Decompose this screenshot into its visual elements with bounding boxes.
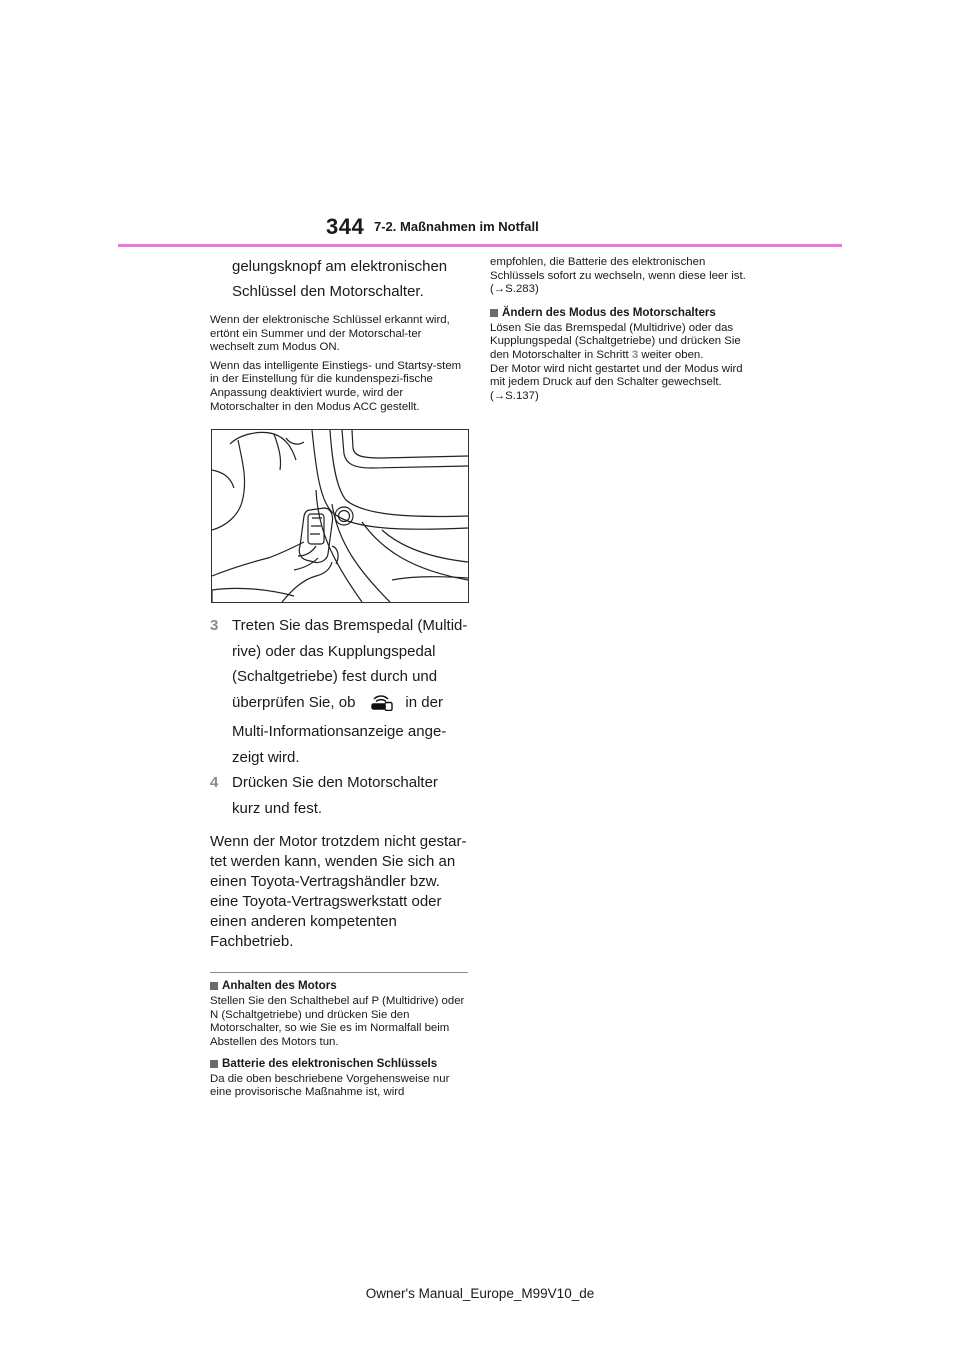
note-section-change-mode	[490, 306, 752, 404]
sub-heading-text: Anhalten des Motors	[222, 979, 337, 993]
footer-text: Owner's Manual_Europe_M99V10_de	[365, 1286, 595, 1301]
sub-heading	[210, 979, 468, 993]
sub-heading	[490, 306, 752, 320]
step-text	[232, 613, 468, 770]
step-text: Drücken Sie den Motorschalter kurz und fest.	[232, 774, 438, 817]
note-section-key-battery	[210, 1057, 468, 1100]
key-indicator-icon	[371, 693, 393, 720]
note-text: Stellen Sie den Schalthebel auf P (Multidrive) oder N (Schaltgetriebe) und drücken Sie den Motorschalter, so wie Sie es im Normalfall beim Abstellen des Motors tun.	[210, 995, 465, 1048]
step-4	[210, 770, 468, 821]
step-number: 3	[210, 617, 219, 635]
note-text	[490, 322, 752, 363]
note-text: Der Motor wird nicht gestartet und der Modus wird mit jedem Druck auf den Schalter gewechselt. (→S.137)	[490, 362, 743, 402]
note-text-part: Lösen Sie das Bremspedal (Multidrive) oder das Kupplungspedal (Schaltgetriebe) und drücken Sie den Motorschalter in Schritt	[490, 321, 741, 361]
sub-heading-text: Batterie des elektronischen Schlüssels	[222, 1056, 438, 1070]
square-bullet-icon	[210, 982, 218, 990]
lead-text: gelungsknopf am elektronischen Schlüssel den Motorschalter.	[232, 258, 448, 300]
left-column	[210, 254, 468, 1107]
sub-heading	[210, 1057, 468, 1071]
note-text: Da die oben beschriebene Vorgehensweise nur eine provisorische Maßnahme ist, wird	[210, 1072, 450, 1099]
body-paragraph: Wenn der Motor trotzdem nicht gestar-tet werden kann, wenden Sie sich an einen Toyota-Vertragshändler bzw. eine Toyota-Vertragswerkstatt oder einen anderen kompetenten Fachbetrieb.	[210, 833, 467, 951]
key-fob-illustration	[211, 429, 469, 603]
right-column	[490, 256, 752, 410]
section-title: 7-2. Maßnahmen im Notfall	[374, 219, 539, 234]
square-bullet-icon	[490, 309, 498, 317]
step-reference: 3	[631, 348, 639, 361]
step-number: 4	[210, 774, 219, 792]
note-text: Wenn der elektronische Schlüssel erkannt wird, ertönt ein Summer und der Motorschal-ter wechselt zum Modus ON.	[210, 314, 450, 354]
sub-heading-text: Ändern des Modus des Motorschalters	[502, 305, 716, 319]
step-3	[210, 613, 468, 770]
section-divider	[210, 972, 468, 973]
note-text-part: weiter oben.	[641, 348, 704, 361]
note-section-stop-engine	[210, 979, 468, 1049]
note-text: Wenn das intelligente Einstiegs- und Startsy-stem in der Einstellung für die kundenspezi-fische Anpassung deaktiviert wurde, wird der Motorschalter in den Modus ACC gestellt.	[210, 359, 462, 413]
square-bullet-icon	[210, 1060, 218, 1068]
note-text: empfohlen, die Batterie des elektronischen Schlüssels sofort zu wechseln, wenn diese leer ist. (→S.283)	[490, 256, 746, 296]
step-text-part: in der Multi-Informationsanzeige ange-zeigt wird.	[232, 693, 447, 766]
header-rule	[118, 244, 842, 247]
step-text-part: Treten Sie das Bremspedal (Multid-rive) oder das Kupplungspedal (Schaltgetriebe) fest durch und überprüfen Sie, ob	[232, 617, 468, 711]
page-number: 344	[326, 214, 365, 239]
